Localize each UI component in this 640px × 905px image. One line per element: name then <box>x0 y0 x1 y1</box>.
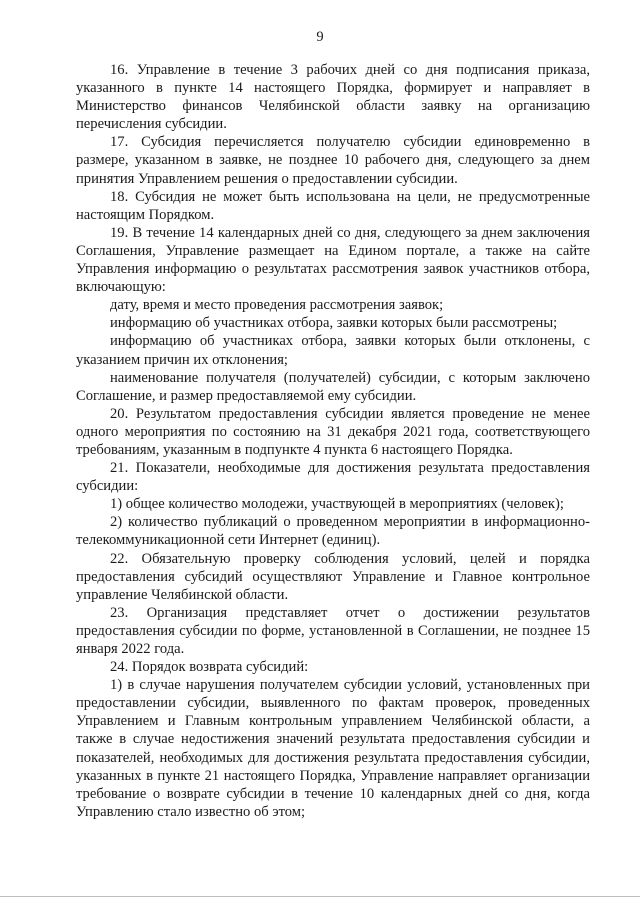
paragraph-19-item-rejected: информацию об участниках отбора, заявки которых были отклонены, с указанием причин их отклонения; <box>76 333 590 368</box>
paragraph-16: 16. Управление в течение 3 рабочих дней со дня подписания приказа, указанного в пункте 14 настоящего Порядка, формирует и направляет в Министерство финансов Челябинской области заявку на организацию перечисления субсидии. <box>76 62 590 133</box>
page-number: 9 <box>316 29 324 45</box>
paragraph-24: 24. Порядок возврата субсидий: <box>110 659 309 676</box>
paragraph-23: 23. Организация представляет отчет о достижении результатов предоставления субсидии по форме, установленной в Соглашении, не позднее 15 января 2022 года. <box>76 604 590 657</box>
paragraph-22: 22. Обязательную проверку соблюдения условий, целей и порядка предоставления субсидий осуществляют Управление и Главное контрольное управление Челябинской области. <box>76 550 590 603</box>
paragraph-24-item-1: 1) в случае нарушения получателем субсидии условий, установленных при предоставлении субсидии, выявленного по фактам проверок, проведенных Управлением и Главным контрольным управлением Челябинской области, а также в случае недостижения значений результата предоставления субсидии и показателей, необходимых для достижения результата предоставления субсидии, указанных в пункте 21 настоящего Порядка, Управление направляет организации требование о возврате субсидии в течение 10 календарных дней со дня, когда Управлению стало известно об этом; <box>76 677 590 820</box>
paragraph-21-item-1: 1) общее количество молодежи, участвующей в мероприятиях (человек); <box>110 496 564 513</box>
paragraph-21: 21. Показатели, необходимые для достижения результата предоставления субсидии: <box>76 460 590 495</box>
paragraph-19-item-reviewed: информацию об участниках отбора, заявки которых были рассмотрены; <box>110 315 558 332</box>
paragraph-18: 18. Субсидия не может быть использована на цели, не предусмотренные настоящим Порядком. <box>76 188 590 223</box>
document-body <box>76 61 590 821</box>
paragraph-21-item-2: 2) количество публикаций о проведенном мероприятии в информационно-телекоммуникационной сети Интернет (единиц). <box>76 514 590 549</box>
scan-bottom-edge <box>0 896 640 897</box>
paragraph-20: 20. Результатом предоставления субсидии является проведение не менее одного мероприятия по состоянию на 31 декабря 2021 года, соответствующего требованиям, указанным в подпункте 4 пункта 6 настоящего Порядка. <box>76 405 590 458</box>
paragraph-19: 19. В течение 14 календарных дней со дня, следующего за днем заключения Соглашения, Управление размещает на Едином портале, а также на сайте Управления информацию о результатах рассмотрения заявок участников отбора, включающую: <box>76 224 590 296</box>
paragraph-17: 17. Субсидия перечисляется получателю субсидии единовременно в размере, указанном в заявке, не позднее 10 рабочего дня, следующего за днем принятия Управлением решения о предоставлении субсидии. <box>76 134 590 187</box>
paragraph-19-item-date: дату, время и место проведения рассмотрения заявок; <box>110 297 444 314</box>
paragraph-19-item-recipient: наименование получателя (получателей) субсидии, с которым заключено Соглашение, и размер предоставляемой ему субсидии. <box>76 369 590 404</box>
